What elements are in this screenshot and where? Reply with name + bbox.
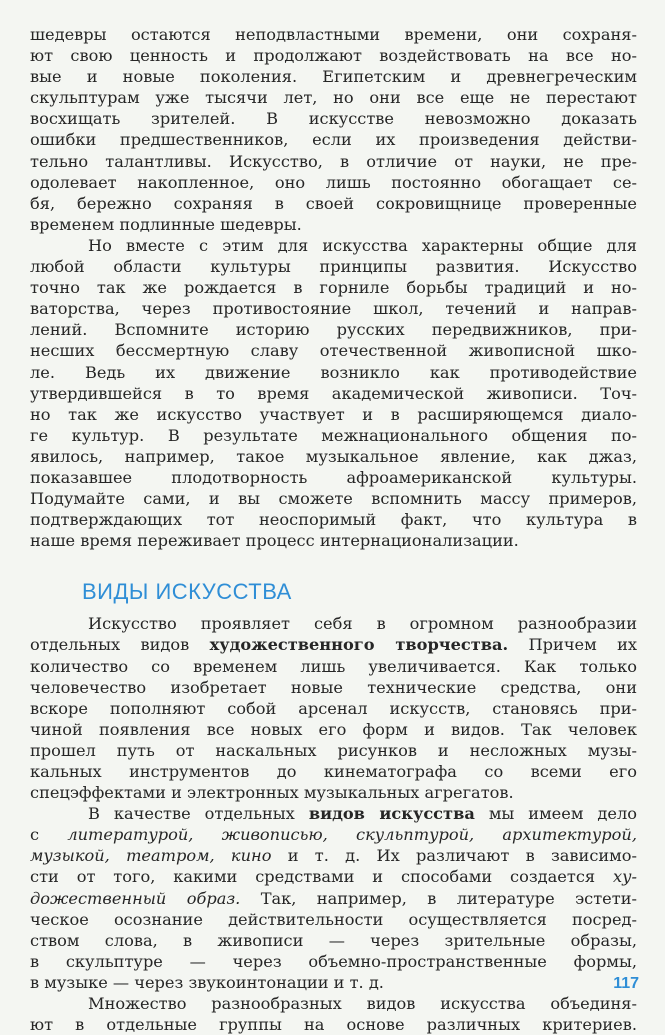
text-line: ваторства, через противостояние школ, течений и направ-: [30, 299, 637, 319]
paragraph-1: [30, 24, 637, 235]
text-line: наше время переживает процесс интернационализации.: [30, 531, 519, 551]
text-line: ческое осознание действительности осуществляется посред-: [30, 909, 637, 929]
text-line: [30, 866, 637, 887]
italic-term: музыкой, театром, кино: [30, 846, 272, 866]
text-run: Причем их: [508, 635, 637, 655]
text-run: сти от того, какими средствами и способами создается: [30, 867, 613, 887]
text-line: вые и новые поколения. Египетским и древнегреческим: [30, 67, 637, 87]
text-line: чиной появления все новых его форм и видов. Так человек: [30, 719, 637, 739]
text-line: в музыке — через звукоинтонации и т. д.: [30, 972, 384, 992]
text-line: лений. Вспомните историю русских передвижников, при-: [30, 320, 637, 340]
text-line: [30, 803, 637, 824]
text-line: подтверждающих тот неоспоримый факт, что культура в: [30, 510, 637, 530]
text-line: восхищать зрителей. В искусстве невозможно доказать: [30, 109, 637, 129]
text-line: утвердившейся в то время академической живописи. Точ-: [30, 383, 637, 403]
text-line: [30, 824, 637, 845]
text-line: спецэффектами и электронных музыкальных агрегатов.: [30, 783, 514, 803]
text-line: скульптурам уже тысячи лет, но они все еще не перестают: [30, 88, 637, 108]
italic-term: литературой, живописью, скульптурой, архитектурой,: [67, 825, 637, 845]
text-line: ют в отдельные группы на основе различных критериев.: [30, 1015, 637, 1035]
paragraph-3: [30, 613, 637, 803]
text-line: ге культур. В результате межнационального общения по-: [30, 425, 637, 445]
text-run: В качестве отдельных: [88, 804, 309, 824]
text-line: явилось, например, такое музыкальное явление, как джаз,: [30, 446, 637, 466]
section-heading: ВИДЫ ИСКУССТВА: [82, 579, 292, 605]
text-run: Так, например, в литературе эстети-: [240, 888, 637, 908]
text-line: точно так же рождается в горниле борьбы традиций и но-: [30, 278, 637, 298]
page-number: 117: [613, 975, 639, 992]
text-line: [30, 888, 637, 909]
text-line: показавшее плодотворность афроамериканской культуры.: [30, 467, 637, 487]
text-run: с: [30, 825, 68, 845]
text-line: шедевры остаются неподвластными времени, они сохраня-: [30, 25, 637, 44]
text-line: но так же искусство участвует и в расширяющемся диало-: [30, 404, 637, 424]
paragraph-4: [30, 803, 637, 993]
italic-term: дожественный образ.: [30, 888, 241, 908]
text-line: прошел путь от наскальных рисунков и несложных музы-: [30, 740, 637, 760]
text-line: [30, 845, 637, 866]
text-line: Но вместе с этим для искусства характерны общие для: [88, 235, 637, 255]
text-line: ством слова, в живописи — через зрительные образы,: [30, 930, 637, 950]
page-body: [30, 24, 637, 1035]
text-line: одолевает накопленное, оно лишь постоянно обогащает се-: [30, 172, 637, 192]
text-line: тельно талантливы. Искусство, в отличие от науки, не пре-: [30, 151, 637, 171]
text-line: Подумайте сами, и вы сможете вспомнить массу примеров,: [30, 489, 637, 509]
italic-term: ху-: [613, 867, 637, 887]
text-line: ошибки предшественников, если их произведения действи-: [30, 130, 637, 150]
text-line: человечество изобретает новые технические средства, они: [30, 677, 637, 697]
text-line: любой области культуры принципы развития. Искусство: [30, 257, 637, 277]
text-line: [30, 634, 637, 655]
text-line: Искусство проявляет себя в огромном разнообразии: [88, 614, 637, 634]
text-line: количество со временем лишь увеличивается. Как только: [30, 656, 637, 676]
text-line: вскоре пополняют собой арсенал искусств, становясь при-: [30, 698, 637, 718]
text-line: временем подлинные шедевры.: [30, 214, 302, 234]
bold-term: видов искусства: [308, 804, 475, 824]
text-line: несших бессмертную славу отечественной живописной шко-: [30, 341, 637, 361]
text-line: ле. Ведь их движение возникло как противодействие: [30, 362, 637, 382]
text-run: отдельных видов: [30, 635, 210, 655]
paragraph-5: [30, 993, 637, 1035]
bold-term: художественного творчества.: [209, 635, 509, 655]
text-line: ют свою ценность и продолжают воздействовать на все но-: [30, 46, 637, 66]
text-line: бя, бережно сохраняя в своей сокровищнице проверенные: [30, 193, 637, 213]
text-line: в скульптуре — через объемно-пространственные формы,: [30, 951, 637, 971]
paragraph-2: [30, 235, 637, 551]
text-line: кальных инструментов до кинематографа со всеми его: [30, 762, 637, 781]
text-run: мы имеем дело: [474, 804, 638, 824]
text-run: и т. д. Их различают в зависимо-: [271, 846, 637, 866]
text-line: Множество разнообразных видов искусства объединя-: [88, 994, 637, 1014]
